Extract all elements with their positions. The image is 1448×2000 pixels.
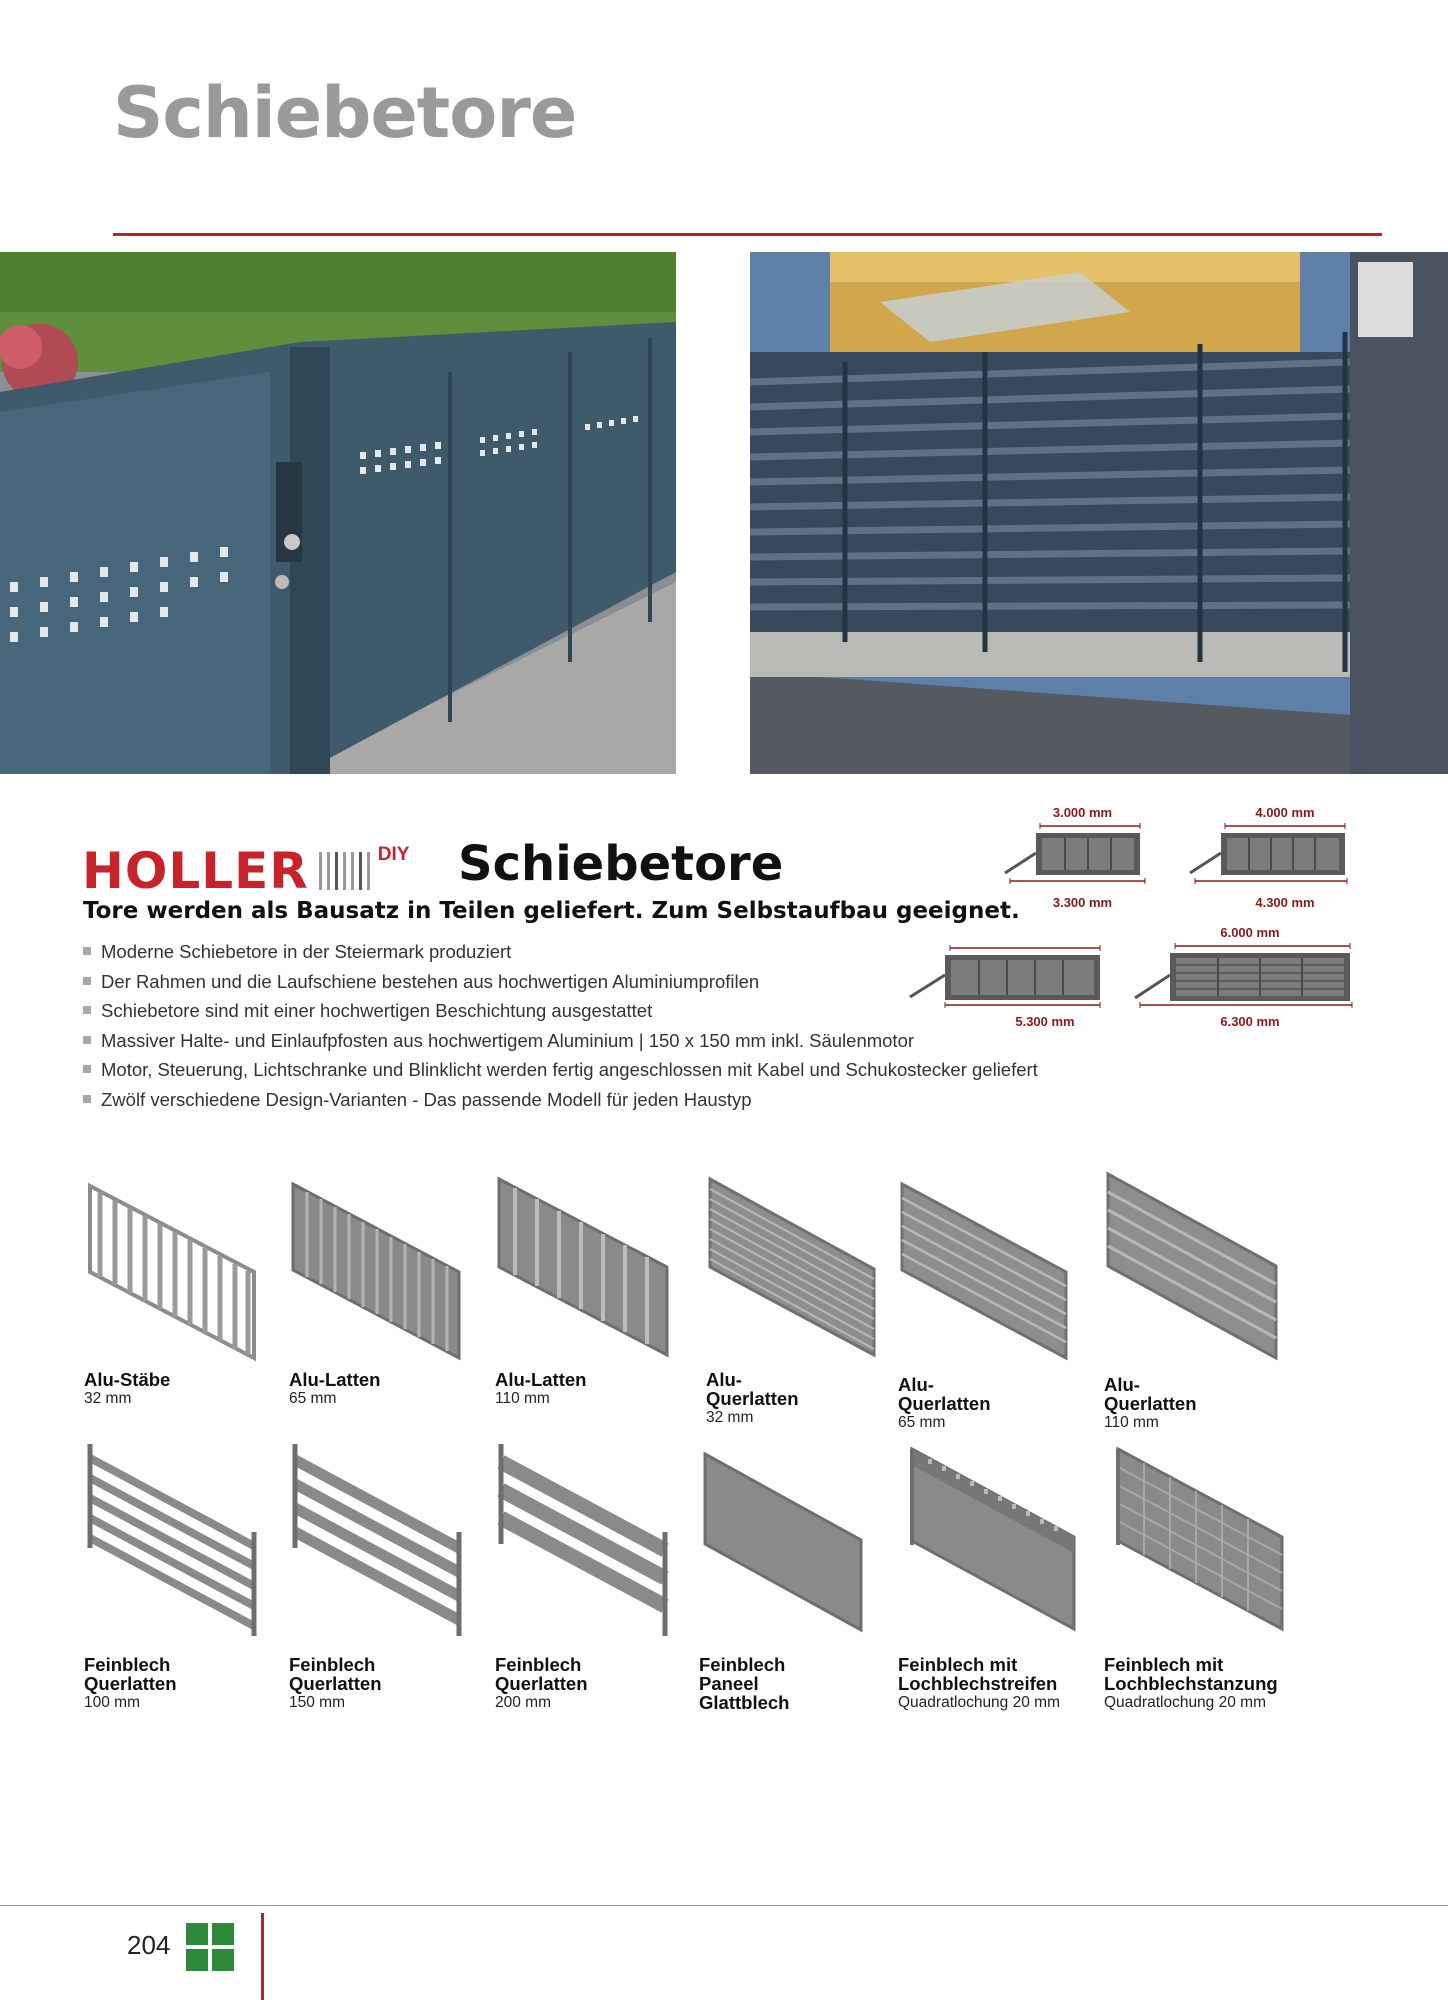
variant-image [495,1440,675,1650]
gate-diagram-3000 [1000,823,1150,893]
variant-image [1104,1170,1284,1370]
variant-card [898,1445,1078,1713]
variant-name: Feinblech Querlatten [84,1654,177,1694]
variant-image [706,1175,886,1365]
green-grid-icon [186,1923,234,1971]
variant-card [289,1440,469,1713]
variant-card [699,1450,879,1712]
bullet-icon [83,1065,91,1073]
variant-name: Alu-Stäbe [84,1369,171,1390]
variant-spec: 200 mm [495,1694,551,1711]
size-opening-label: 4.000 mm [1255,805,1315,820]
brand-suffix: DIY [377,844,410,865]
variant-spec: 32 mm [84,1390,132,1407]
footer-divider [0,1905,1448,1906]
bullet-icon [83,1036,91,1044]
product-subheading: Tore werden als Bausatz in Teilen geliefert. Zum Selbstaufbau geeignet. [83,898,1020,924]
variant-image [289,1440,469,1650]
page-number: 204 [127,1930,171,1960]
variant-card [898,1180,1078,1433]
variant-image [289,1180,469,1365]
variant-name: Alu-Latten [289,1369,381,1390]
variant-name: Alu- Querlatten [706,1369,799,1409]
size-opening-label: 6.000 mm [1220,925,1280,940]
feature-item: Massiver Halte- und Einlaufpfosten aus hochwertigem Aluminium | 150 x 150 mm inkl. Säulenmotor [83,1026,1038,1056]
footer-accent-line [261,1913,264,2000]
feature-item: Zwölf verschiedene Design-Varianten - Das passende Modell für jeden Haustyp [83,1085,1038,1115]
size-total-label: 6.300 mm [1220,1014,1280,1029]
variant-image [1104,1445,1284,1650]
variant-spec: 100 mm [84,1694,140,1711]
variant-card [1104,1170,1284,1433]
variant-spec: 65 mm [898,1414,946,1431]
feature-item: Der Rahmen und die Laufschiene bestehen aus hochwertigen Aluminiumprofilen [83,967,1038,997]
feature-item: Motor, Steuerung, Lichtschranke und Blinklicht werden fertig angeschlossen mit Kabel und Schukostecker geliefert [83,1055,1038,1085]
variant-card [84,1180,264,1409]
bullet-icon [83,947,91,955]
variant-spec: 110 mm [495,1390,550,1407]
variant-image [699,1450,879,1650]
bullet-icon [83,977,91,985]
bullet-icon [83,1006,91,1014]
variant-card [289,1180,469,1409]
variant-name: Feinblech Paneel Glattblech [699,1654,790,1713]
feature-item: Moderne Schiebetore in der Steiermark produziert [83,937,1038,967]
size-opening-label: 3.000 mm [1052,805,1113,820]
variant-name: Feinblech mit Lochblechstanzung [1104,1654,1278,1694]
variant-card [495,1440,675,1713]
page-title: Schiebetore [113,72,577,154]
variant-spec: Quadratlochung 20 mm [898,1694,1060,1711]
variant-card [495,1175,675,1409]
gate-photo-horizontal-slats [750,252,1448,774]
gate-diagram-5300 [905,945,1105,1015]
variant-spec: Quadratlochung 20 mm [1104,1694,1266,1711]
variant-name: Alu- Querlatten [1104,1374,1197,1414]
variant-name: Alu- Querlatten [898,1374,991,1414]
variant-image [898,1445,1078,1650]
size-total-label: 4.300 mm [1255,895,1315,910]
variant-name: Feinblech Querlatten [495,1654,588,1694]
bullet-icon [83,1095,91,1103]
variant-name: Feinblech mit Lochblechstreifen [898,1654,1058,1694]
gate-photo-perforated [0,252,676,774]
size-total-label: 5.300 mm [1015,1014,1075,1029]
variant-name: Feinblech Querlatten [289,1654,382,1694]
gate-diagram-6000 [1130,943,1355,1013]
variant-card [1104,1445,1284,1713]
variant-image [84,1180,264,1365]
feature-list [83,937,1038,1114]
title-divider [113,233,1382,236]
variant-image [84,1440,264,1650]
brand-name: HOLLER [82,842,309,900]
feature-item: Schiebetore sind mit einer hochwertigen Beschichtung ausgestattet [83,996,1038,1026]
brand-bars-icon [319,852,370,890]
gate-diagram-4000 [1185,823,1350,893]
variant-image [495,1175,675,1365]
variant-image [898,1180,1078,1370]
variant-spec: 65 mm [289,1390,337,1407]
variant-name: Alu-Latten [495,1369,587,1390]
variant-card [84,1440,264,1713]
variant-spec: 32 mm [706,1409,754,1426]
product-heading: Schiebetore [458,836,784,892]
size-total-label: 3.300 mm [1052,895,1113,910]
brand-logo [82,836,410,900]
variant-spec: 110 mm [1104,1414,1159,1431]
variant-spec: 150 mm [289,1694,345,1711]
variant-card [706,1175,886,1428]
size-diagrams [1000,805,1440,1035]
